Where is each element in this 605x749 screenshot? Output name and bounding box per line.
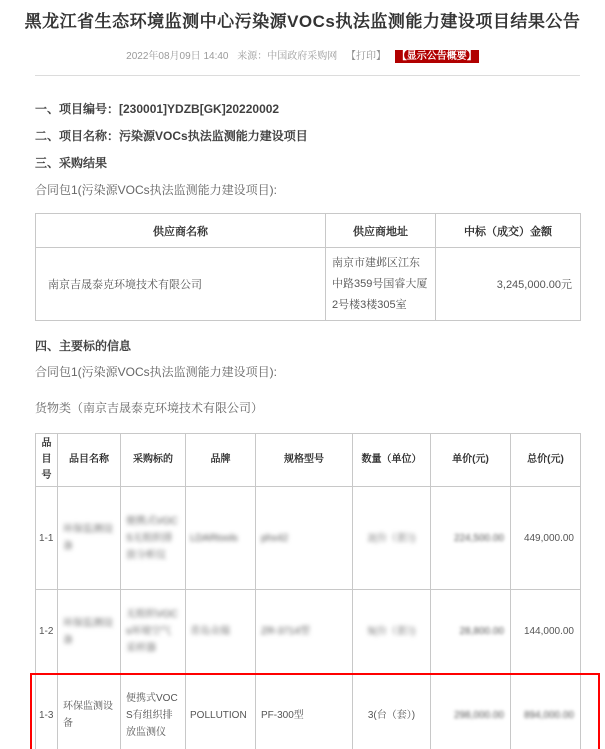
project-number-line [35,102,580,116]
total-price-header: 总价(元) [511,434,581,487]
unit-price-header: 单价(元) [431,434,511,487]
total-price-cell: 449,000.00 [511,487,581,590]
procurement-result-heading: 三、采购结果 [35,156,108,170]
header-divider [35,75,580,76]
item-no-cell: 1-3 [36,674,58,749]
award-amount-header: 中标（成交）金额 [436,214,581,248]
show-summary-button[interactable]: 【显示公告概要】 [396,51,477,62]
spec-model-cell: phx42 [256,487,353,590]
items-table [35,433,581,749]
item-name-cell: 环保监测设备 [58,590,121,674]
supplier-table-row [36,248,581,321]
quantity-cell: 5(台（套）) [353,590,431,674]
section-list [35,102,580,170]
project-name-label: 二、项目名称： [35,129,120,143]
procurement-target-cell: 便携式VOCS无组织排放分析仪 [121,487,186,590]
table-row [36,487,581,590]
item-name-cell: 环保监测设备 [58,674,121,749]
item-name-cell: 环保监测设备 [58,487,121,590]
table-row [36,590,581,674]
supplier-table [35,213,581,321]
procurement-target-cell: 便携式VOCS有组织排放监测仪 [121,674,186,749]
item-no-header: 品目号 [36,434,58,487]
meta-line [0,47,605,62]
supplier-name-header: 供应商名称 [36,214,326,248]
brand-cell: 青岛众瑞 [186,590,256,674]
brand-header: 品牌 [186,434,256,487]
quantity-header: 数量（单位） [353,434,431,487]
goods-category-line: 货物类（南京吉晟泰克环境技术有限公司） [35,401,264,415]
spec-model-header: 规格型号 [256,434,353,487]
project-number-label: 一、项目编号： [35,102,120,116]
table-row-highlighted [36,674,581,749]
total-price-cell: 894,000.00 [511,674,581,749]
procurement-target-cell: 无组织VOCs环境空气采样器 [121,590,186,674]
contract-package-line-2: 合同包1(污染源VOCs执法监测能力建设项目): [35,365,278,379]
unit-price-cell: 28,800.00 [431,590,511,674]
spec-model-cell: PF-300型 [256,674,353,749]
publish-datetime: 2022年08月09日 14:40 [126,51,229,62]
award-amount-cell: 3,245,000.00元 [436,248,581,321]
brand-cell: POLLUTION [186,674,256,749]
supplier-address-header: 供应商地址 [326,214,436,248]
unit-price-cell: 298,000.00 [431,674,511,749]
spec-model-cell: ZR-3714型 [256,590,353,674]
page-title: 黑龙江省生态环境监测中心污染源VOCs执法监测能力建设项目结果公告 [24,12,581,31]
quantity-cell: 3(台（套）) [353,674,431,749]
total-price-cell: 144,000.00 [511,590,581,674]
project-name-value: 污染源VOCs执法监测能力建设项目 [119,129,308,143]
item-name-header: 品目名称 [58,434,121,487]
print-button[interactable]: 【打印】 [346,51,387,62]
item-no-cell: 1-2 [36,590,58,674]
item-no-cell: 1-1 [36,487,58,590]
contract-package-line-1: 合同包1(污染源VOCs执法监测能力建设项目): [35,183,278,197]
procurement-target-header: 采购标的 [121,434,186,487]
supplier-table-header-row [36,214,581,248]
project-name-line [35,129,580,143]
quantity-cell: 2(台（套）) [353,487,431,590]
source-label: 来源：中国政府采购网 [237,51,338,62]
announcement-page [0,10,605,749]
unit-price-cell: 224,500.00 [431,487,511,590]
project-number-value: [230001]YDZB[GK]20220002 [119,102,280,116]
supplier-address-cell: 南京市建邺区江东中路359号国睿大厦2号楼3楼305室 [326,248,436,321]
supplier-name-cell: 南京吉晟泰克环境技术有限公司 [36,248,326,321]
items-table-header-row [36,434,581,487]
content-area [0,102,605,749]
main-target-heading: 四、主要标的信息 [35,339,132,353]
brand-cell: LDARtools [186,487,256,590]
items-table-wrapper [35,433,580,749]
